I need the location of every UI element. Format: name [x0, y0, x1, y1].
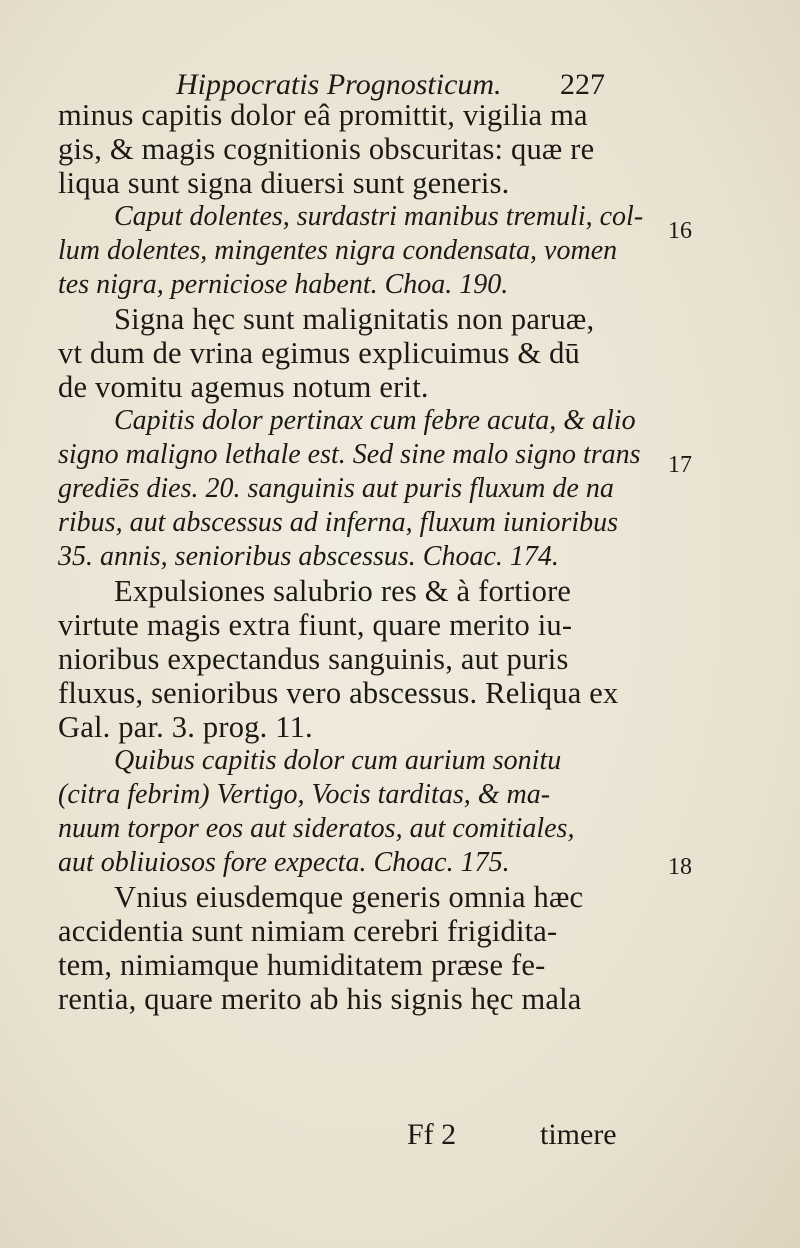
catchline: [0, 1118, 800, 1158]
margin-numbers: [668, 0, 718, 1248]
commentary-line: rentia, quare merito ab his signis hęc mala: [58, 982, 582, 1016]
commentary-line: Gal. par. 3. prog. 11.: [58, 710, 313, 744]
commentary-line: gis, & magis cognitionis obscuritas: quæ re: [58, 132, 595, 166]
aphorism-line: aut obliuiosos fore expecta. Choac. 175.: [58, 847, 510, 878]
signature-mark: Ff 2: [407, 1118, 457, 1151]
aphorism-line: Capitis dolor pertinax cum febre acuta, & alio: [114, 405, 636, 436]
commentary-line: minus capitis dolor eâ promittit, vigilia ma: [58, 98, 588, 132]
aphorism-line: Quibus capitis dolor cum aurium sonitu: [114, 745, 562, 776]
body-text: [58, 98, 648, 1016]
catchword: timere: [540, 1118, 617, 1151]
aphorism-line: signo maligno lethale est. Sed sine malo signo trans: [58, 439, 641, 470]
aphorism-line: nuum torpor eos aut sideratos, aut comitiales,: [58, 813, 575, 844]
margin-number: 16: [668, 218, 692, 244]
aphorism-line: 35. annis, senioribus abscessus. Choac. 174.: [58, 541, 559, 572]
aphorism-line: (citra febrim) Vertigo, Vocis tarditas, & ma-: [58, 779, 551, 810]
commentary-line: Expulsiones salubrio res & à fortiore: [114, 574, 572, 608]
commentary-line: accidentia sunt nimiam cerebri frigidita-: [58, 914, 558, 948]
page-number: 227: [560, 68, 605, 101]
aphorism-line: grediēs dies. 20. sanguinis aut puris fluxum de na: [58, 473, 614, 504]
commentary-line: de vomitu agemus notum erit.: [58, 370, 429, 404]
margin-number: 17: [668, 452, 692, 478]
running-title: Hippocratis Prognosticum.: [176, 68, 502, 101]
aphorism-line: Caput dolentes, surdastri manibus tremuli, col-: [114, 201, 644, 232]
commentary-line: liqua sunt signa diuersi sunt generis.: [58, 166, 510, 200]
commentary-line: Signa hęc sunt malignitatis non paruæ,: [114, 302, 595, 336]
margin-number: 18: [668, 854, 692, 880]
commentary-line: tem, nimiamque humiditatem præse fe-: [58, 948, 546, 982]
commentary-line: virtute magis extra fiunt, quare merito iu-: [58, 608, 573, 642]
aphorism-line: lum dolentes, mingentes nigra condensata, vomen: [58, 235, 618, 266]
commentary-line: vt dum de vrina egimus explicuimus & dū: [58, 336, 580, 370]
aphorism-line: ribus, aut abscessus ad inferna, fluxum iunioribus: [58, 507, 619, 538]
commentary-line: nioribus expectandus sanguinis, aut puris: [58, 642, 569, 676]
commentary-line: Vnius eiusdemque generis omnia hæc: [114, 880, 584, 914]
commentary-line: fluxus, senioribus vero abscessus. Reliqua ex: [58, 676, 619, 710]
aphorism-line: tes nigra, perniciose habent. Choa. 190.: [58, 269, 509, 300]
